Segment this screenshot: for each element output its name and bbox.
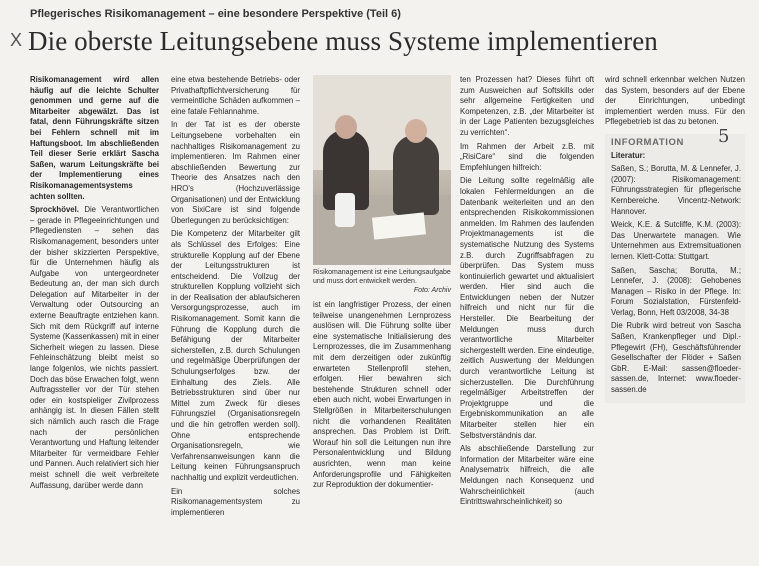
photo-person-right (393, 135, 439, 215)
text-column-3 (313, 300, 451, 565)
body-paragraph: ist ein langfristiger Prozess, der einen teilweise unangenehmen Lernprozess auslösen will. Die Führung sollte über eine systematische Initialisierung des Lernprozesses, die im Zusammenhang mit dem derzeitigen oder zukünftig erwarteten Stellenprofil stehen, erfolgen. Hier bewahren sich bestehende Strukturen schnell oder eben auch nicht, wobei Erwartungen in Stellgrößen in Mitarbeiterschulungen nicht die vorhandenen Realitäten ansprechen. Das Problem ist Drift. Worauf hin soll die Leitungen nun ihre Personalentwicklung und Bildung ausrichten, wenn man keine Anforderungsprofile und Fähigkeiten zur Reproduktion der dokumentier- (313, 300, 451, 490)
photo-credit: Foto: Archiv (413, 287, 451, 294)
information-title: INFORMATION (611, 136, 684, 148)
photo-head-left (335, 115, 357, 139)
body-paragraph: In der Tat ist es der oberste Leitungsebene vorbehalten ein nachhaltiges Risikomanagement zu implementieren. Im Rahmen einer abschließenden Bewertung zur Theorie des Ansatzes nach den HRO's (Hochzuverlässige Organisationen) und der Entwicklung von SixiCare ist sind folgende Überlegungen zu berücksichtigen: (171, 120, 300, 225)
photo-head-right (405, 119, 427, 143)
information-heading (611, 125, 741, 149)
text-column-1 (30, 75, 159, 563)
article-kicker: Pflegerisches Risikomanagement – eine besondere Perspektive (Teil 6) (30, 8, 401, 20)
caption-text: Risikomanagement ist eine Leitungsaufgabe und muss dort entwickelt werden. (313, 269, 451, 285)
literature-reference: Saßen, Sascha; Borutta, M.; Lennefer, J. (2008): Gehobenes Managen – Risiko in der Pflege. In: Forum Sozialstation, Fürstenfeld-Verlag, Bonn, Heft 03/2008, 34-38 (611, 265, 741, 317)
article-title: Die oberste Leitungsebene muss Systeme implementieren (28, 26, 658, 56)
article-photo (313, 75, 451, 265)
margin-mark: X (10, 30, 23, 50)
body-paragraph (30, 205, 159, 491)
body-paragraph: Die Kompetenz der Mitarbeiter gilt als Schlüssel des Erfolges: Eine strukturelle Kopplung auf der Ebene der Leitungsstrukturen ist entscheidend. Die Vollzug der strukturellen Kopplung vollzieht sich in der Realisation der ablaufsicheren Versorgungsprozesse, auch im Risikomanagement. Somit kann die Führung die Kopplung durch die Befähigung der Mitarbeiter sicherstellen, z.B. durch Schulungen und regelmäßige Überprüfungen der Schulungserfolges bzw. der Einhaltung des Ziels. Alle Betriebsstrukturen sind über nur Mittel zum Zweck für dieses Führungsziel (Organisationsregeln und die hin getroffen werden soll). Ohne entsprechende Organisationsregeln, wie Verfahrensanweisungen kann die Leitung keinen Führungsanspruch nachhaltig und explizit verdeutlichen. (171, 229, 300, 482)
information-box (605, 125, 745, 403)
photo-caption (313, 268, 451, 295)
body-paragraph: Als abschließende Darstellung zur Information der Mitarbeiter wäre eine Analysematrix hilfreich, die alle Meldungen nach Konsequenz und Wahrscheinlichkeit (auch Eintrittswahrscheinlichkeit) so (460, 444, 594, 507)
literature-reference: Saßen, S.; Borutta, M. & Lennefer, J. (2007): Risikomanagement: Führungsstrategien für pflegerische Kernbereiche. Vincentz-Network: Hannover. (611, 164, 741, 216)
body-paragraph: Im Rahmen der Arbeit z.B. mit „RisiCare“ sind die folgenden Empfehlungen hilfreich: (460, 141, 594, 172)
sidebar-top-text: wird schnell erkennbar welchen Nutzen das System, besonders auf der Ebene der Einrichtungen, unbedingt implementiert werden muss. Für den Pflegebetrieb ist das zu betonen. (605, 75, 745, 127)
dateline: Sprockhövel. (30, 205, 79, 215)
body-paragraph: Die Leitung sollte regelmäßig alle lokalen Fehlermeldungen an die Datenbank weiterleiten und an den entsprechenden Risikokommissionen anmelden. Im Rahmen des laufenden Projektmanagements ist die systematische Nutzung des Systems z.B. durch Zugriffsabfragen zu überprüfen. Das System muss kontinuierlich gewartet und aktualisiert werden. Hier sind auch die Entwicklungen neben der Nutzer hilfreich und nicht nur für die Hersteller. Die Bearbeitung der Meldungen muss durch verantwortliche Mitarbeiter sichergestellt werden. Eine eindeutige, zeitlich Auswertung der Meldungen durch verantwortliche Leitung ist sicherzustellen. Die Durchführung regelmäßiger Arbeitstreffen der Projektgruppe und die Ergebniskommunikation an alle Mitarbeiter stellen hier ein Selbstverständnis dar. (460, 176, 594, 440)
photo-thermos-jug (335, 193, 355, 227)
lead-paragraph: Risikomanagement wird allen häufig auf die leichte Schulter genommen und gerne auf die Mitarbeiter abgewälzt. Das ist fatal, denn Führungskräfte sitzen bei Fehlern schnell mit im Haftungsboot. Im abschließenden Teil dieser Serie erklärt Sascha Saßen, warum Leitungskräfte bei der Implementierung eines Risikomanagementsystems achten sollten. (30, 75, 159, 201)
handwritten-number: 5 (718, 125, 731, 147)
body-paragraph: eine etwa bestehende Betriebs- oder Privathaftpflichtversicherung für vermeintliche Schäden aufkommen – eine fatale Fehlannahme. (171, 75, 300, 116)
text-column-4 (460, 75, 594, 563)
body-paragraph: ten Prozessen hat? Dieses führt oft zum Ausweichen auf Softskills oder sehr allgemeine Fertigkeiten und Kompetenzen, z.B. „der Mitarbeiter ist in der Lage Patienten bezugsgleiches zu verrichten“. (460, 75, 594, 137)
sidebar-column (605, 75, 745, 563)
author-note: Die Rubrik wird betreut von Sascha Saßen, Krankenpfleger und Dipl.-Pflegewirt (FH), Geschäftsführender Gesellschafter der Flöder + Saßen GbR. E-Mail: sassen@floeder-sassen.de, Internet: www.floeder-sassen.de (611, 321, 741, 395)
body-text: Die Verantwortlichen – gerade in Pflegeeinrichtungen und Pflegediensten – sehen das Risikomanagement, besonders unter der bisher skizzierten Perspektive, für die Unternehmen häufig als Aufgabe von untergeordneter Bedeutung an, der man sich durch Delegation auf Mitarbeiter in der Verwaltung oder Outsourcing an externe Beauftragte entziehen kann. Sich mit dem Rückgriff auf interne Systeme (Kassenkassen) mit in einer Sicherheit wiegen zu lassen. Diese Fehleinschätzung bleibt meist so lange folgenlos, wie nichts passiert. Doch das böse Erwachen folgt, wenn Auftragssteller vor der Tür stehen oder ein kostspieliger Zivilprozess anhängig ist. In diesen Fällen stellt sich nämlich auch rasch die Frage nach der persönlichen Verantwortung und Haftung leitender Mitarbeiter für vermeidbare Fehler und Pannen. Auch relativiert sich hier meist schnell die weit verbreitete Auffassung, darüber werde dann (30, 205, 159, 490)
literature-reference: Weick, K.E. & Sutcliffe, K.M. (2003): Das Unerwartete managen. Wie Unternehmen aus Extremsituationen lernen. Klett-Cotta: Stuttgart. (611, 220, 741, 261)
text-column-2 (171, 75, 300, 563)
literature-label: Literatur: (611, 150, 646, 160)
body-paragraph: Ein solches Risikomanagementsystem zu implementieren (171, 486, 300, 517)
